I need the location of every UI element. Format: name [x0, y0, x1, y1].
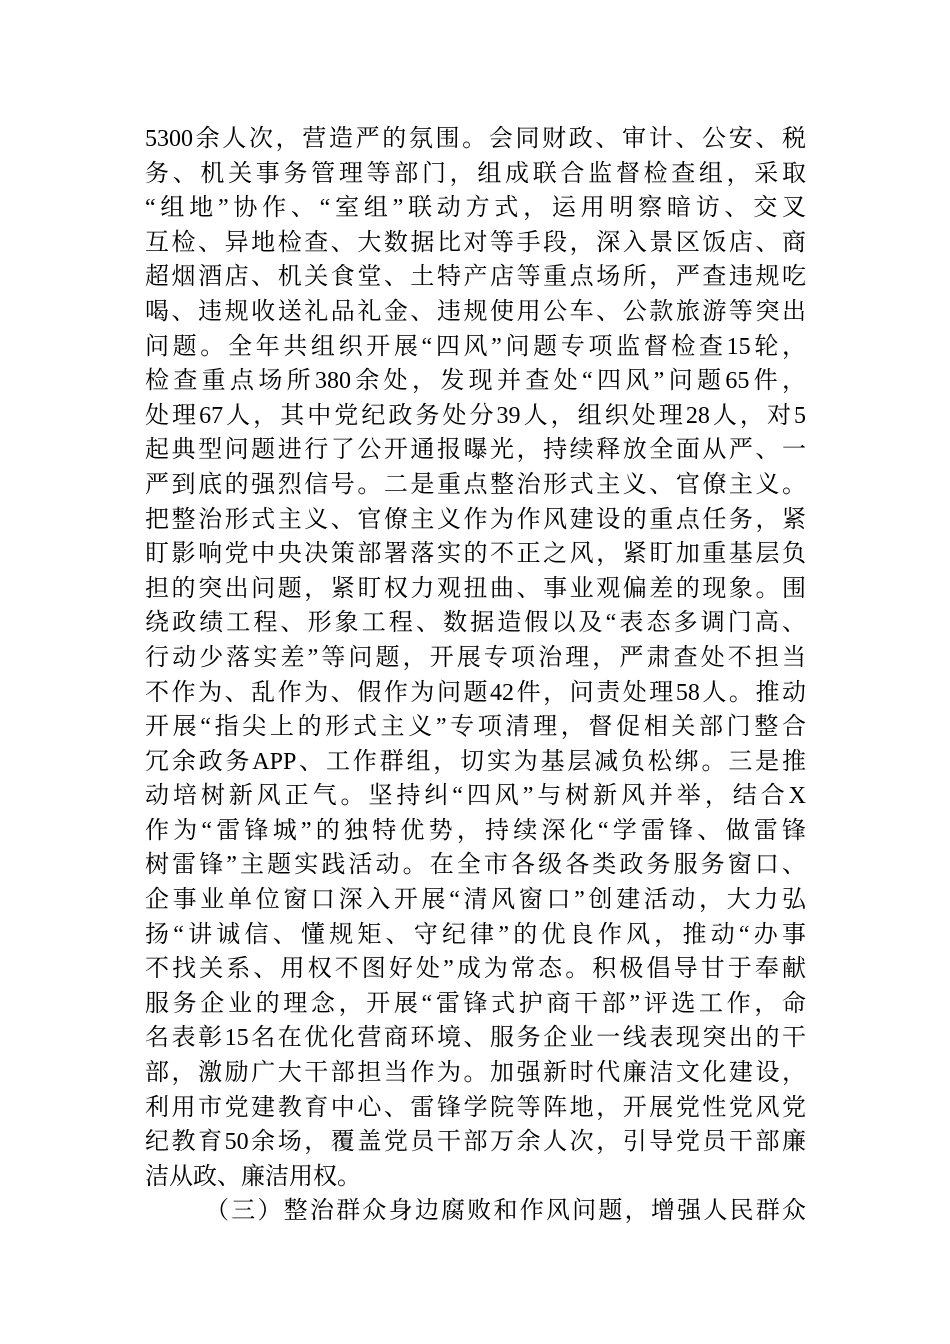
paragraph-line: 企事业单位窗口深入开展“清风窗口”创建活动，大力弘: [145, 887, 806, 914]
paragraph-line: 起典型问题进行了公开通报曝光，持续释放全面从严、一: [145, 437, 806, 464]
paragraph-line: “组地”协作、“室组”联动方式，运用明察暗访、交叉: [145, 195, 806, 222]
paragraph-line: 不作为、乱作为、假作为问题42件，问责处理58人。推动: [145, 679, 806, 706]
paragraph-line: 检查重点场所380余处，发现并查处“四风”问题65件，: [145, 368, 806, 395]
paragraph-line: 利用市党建教育中心、雷锋学院等阵地，开展党性党风党: [145, 1094, 806, 1121]
paragraph-line: 扬“讲诚信、懂规矩、守纪律”的优良作风，推动“办事: [145, 921, 806, 948]
paragraph-line: 服务企业的理念，开展“雷锋式护商干部”评选工作，命: [145, 990, 806, 1017]
section-heading: （三）整治群众身边腐败和作风问题，增强人民群众: [205, 1198, 806, 1225]
paragraph-line: 冗余政务APP、工作群组，切实为基层减负松绑。三是推: [145, 748, 806, 775]
paragraph-line: 洁从政、廉洁用权。: [145, 1163, 361, 1190]
paragraph-line: 喝、违规收送礼品礼金、违规使用公车、公款旅游等突出: [145, 298, 806, 325]
paragraph-line: 绕政绩工程、形象工程、数据造假以及“表态多调门高、: [145, 610, 806, 637]
paragraph-line: 动培树新风正气。坚持纠“四风”与树新风并举，结合X: [145, 783, 806, 810]
paragraph-line: 担的突出问题，紧盯权力观扭曲、事业观偏差的现象。围: [145, 575, 806, 602]
body-text: [145, 122, 806, 1229]
paragraph-line: 盯影响党中央决策部署落实的不正之风，紧盯加重基层负: [145, 541, 806, 568]
paragraph-line: 处理67人，其中党纪政务处分39人，组织处理28人，对5: [145, 402, 806, 429]
paragraph-line: 严到底的强烈信号。二是重点整治形式主义、官僚主义。: [145, 471, 806, 498]
paragraph-line: 部，激励广大干部担当作为。加强新时代廉洁文化建设，: [145, 1060, 806, 1087]
paragraph-line: 作为“雷锋城”的独特优势，持续深化“学雷锋、做雷锋: [145, 817, 806, 844]
paragraph-line: 5300余人次，营造严的氛围。会同财政、审计、公安、税: [145, 126, 806, 152]
paragraph-line: 纪教育50余场，覆盖党员干部万余人次，引导党员干部廉: [145, 1129, 806, 1156]
paragraph-line: 名表彰15名在优化营商环境、服务企业一线表现突出的干: [145, 1025, 806, 1052]
paragraph-line: 把整治形式主义、官僚主义作为作风建设的重点任务，紧: [145, 506, 806, 533]
paragraph-line: 行动少落实差”等问题，开展专项治理，严肃查处不担当: [145, 644, 806, 671]
paragraph-line: 不找关系、用权不图好处”成为常态。积极倡导甘于奉献: [145, 956, 806, 983]
paragraph-line: 互检、异地检查、大数据比对等手段，深入景区饭店、商: [145, 229, 806, 256]
paragraph-line: 树雷锋”主题实践活动。在全市各级各类政务服务窗口、: [145, 852, 806, 879]
paragraph-line: 开展“指尖上的形式主义”专项清理，督促相关部门整合: [145, 714, 806, 741]
paragraph-line: 务、机关事务管理等部门，组成联合监督检查组，采取: [145, 160, 806, 187]
paragraph-line: 问题。全年共组织开展“四风”问题专项监督检查15轮，: [145, 333, 806, 360]
paragraph-line: 超烟酒店、机关食堂、土特产店等重点场所，严查违规吃: [145, 264, 806, 291]
